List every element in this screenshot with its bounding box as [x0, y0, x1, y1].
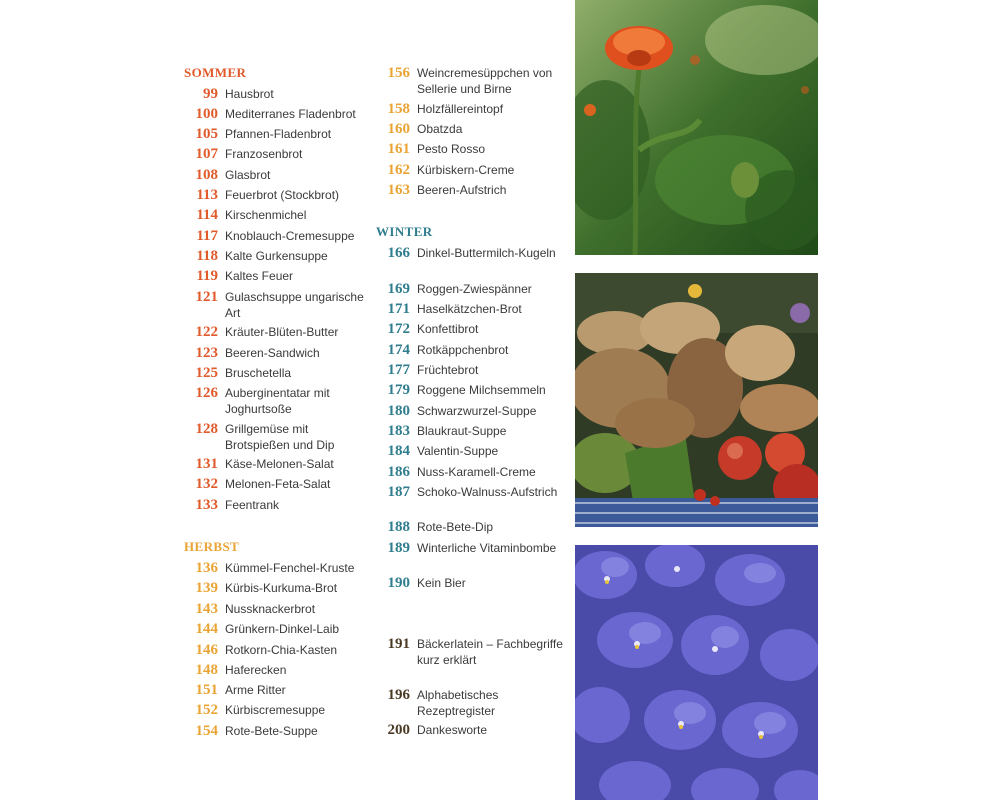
recipe-title: Franzosenbrot — [225, 147, 303, 161]
page-number: 154 — [195, 723, 218, 739]
recipe-title: Kürbis-Kurkuma-Brot — [225, 581, 338, 595]
recipe-title: Hausbrot — [225, 87, 274, 101]
recipe-title: Kürbiscremesuppe — [225, 703, 326, 717]
page-number: 172 — [387, 321, 410, 337]
page-number: 132 — [195, 476, 218, 492]
page-number: 158 — [387, 101, 410, 117]
page-number: 123 — [195, 345, 218, 361]
page-number: 183 — [387, 423, 410, 439]
page-number: 133 — [195, 497, 218, 513]
recipe-title: Käse-Melonen-Salat — [225, 457, 334, 471]
recipe-title: Kirschenmichel — [225, 208, 307, 222]
recipe-title: Kaltes Feuer — [225, 269, 294, 283]
page-number: 163 — [387, 182, 410, 198]
page-number: 146 — [195, 642, 218, 658]
recipe-title: Dankesworte — [417, 723, 488, 737]
section-heading-winter: WINTER — [376, 224, 433, 239]
page-number: 108 — [195, 167, 218, 183]
page-number: 114 — [196, 207, 218, 223]
recipe-title: Auberginentatar mit Joghurtsoße — [225, 386, 330, 416]
page-number: 187 — [387, 484, 410, 500]
page-number: 125 — [195, 365, 218, 381]
page-number: 117 — [196, 228, 218, 244]
page-number: 107 — [195, 146, 218, 162]
recipe-title: Rotkäppchenbrot — [417, 343, 509, 357]
recipe-title: Valentin-Suppe — [417, 444, 499, 458]
page-number: 186 — [387, 464, 410, 480]
recipe-title: Melonen-Feta-Salat — [225, 477, 331, 491]
recipe-title: Pesto Rosso — [417, 142, 486, 156]
recipe-title: Roggen-Zwiespänner — [417, 282, 532, 296]
page-number: 166 — [387, 245, 410, 261]
recipe-title: Roggene Milchsemmeln — [417, 383, 546, 397]
recipe-title: Kürbiskern-Creme — [417, 163, 515, 177]
recipe-title: Arme Ritter — [225, 683, 286, 697]
recipe-title: Mediterranes Fladenbrot — [225, 107, 356, 121]
recipe-title: Haselkätzchen-Brot — [417, 302, 522, 316]
recipe-title: Glasbrot — [225, 168, 271, 182]
page-number: 121 — [195, 289, 218, 305]
recipe-title: Beeren-Aufstrich — [417, 183, 507, 197]
bread-and-apples-photo — [575, 273, 818, 527]
recipe-title: Schwarzwurzel-Suppe — [417, 404, 537, 418]
recipe-title: Kein Bier — [417, 576, 466, 590]
recipe-title: Grünkern-Dinkel-Laib — [225, 622, 340, 636]
page-number: 179 — [387, 382, 410, 398]
recipe-title: Rotkorn-Chia-Kasten — [225, 643, 338, 657]
recipe-title: Holzfällereintopf — [417, 102, 504, 116]
page-number: 105 — [195, 126, 218, 142]
violet-flowers-photo — [575, 545, 818, 800]
page-number: 119 — [196, 268, 218, 284]
page-number: 169 — [387, 281, 410, 297]
page-number: 118 — [196, 248, 218, 264]
recipe-title: Bruschetella — [225, 366, 292, 380]
recipe-title: Winterliche Vitaminbombe — [417, 541, 557, 555]
page-number: 128 — [195, 421, 218, 437]
recipe-title: Feuerbrot (Stockbrot) — [225, 188, 340, 202]
recipe-title: Schoko-Walnuss-Aufstrich — [417, 485, 558, 499]
page-number: 189 — [387, 540, 410, 556]
page-number: 144 — [195, 621, 218, 637]
recipe-title: Dinkel-Buttermilch-Kugeln — [417, 246, 556, 260]
page-number: 177 — [387, 362, 410, 378]
recipe-title: Gulaschsuppe ungarische Art — [225, 290, 364, 320]
page-number: 100 — [195, 106, 218, 122]
page-number: 161 — [387, 141, 410, 157]
page-number: 190 — [387, 575, 410, 591]
page-number: 126 — [195, 385, 218, 401]
page-number: 191 — [387, 636, 410, 652]
page-number: 188 — [387, 519, 410, 535]
page-number: 148 — [195, 662, 218, 678]
recipe-title: Feentrank — [225, 498, 280, 512]
page-number: 160 — [387, 121, 410, 137]
page-number: 139 — [195, 580, 218, 596]
recipe-title: Bäckerlatein – Fachbegriffe kurz erklärt — [417, 637, 563, 667]
recipe-title: Früchtebrot — [417, 363, 479, 377]
page-number: 171 — [387, 301, 410, 317]
page-number: 156 — [387, 65, 410, 81]
recipe-title: Pfannen-Fladenbrot — [225, 127, 332, 141]
recipe-title: Blaukraut-Suppe — [417, 424, 507, 438]
recipe-title: Rote-Bete-Dip — [417, 520, 494, 534]
recipe-title: Weincremesüppchen von Sellerie und Birne — [417, 66, 553, 96]
page-number: 131 — [195, 456, 218, 472]
recipe-title: Alphabetisches Rezeptregister — [417, 688, 499, 718]
recipe-title: Konfettibrot — [417, 322, 479, 336]
recipe-title: Knoblauch-Cremesuppe — [225, 229, 355, 243]
page-number: 113 — [196, 187, 218, 203]
recipe-title: Nuss-Karamell-Creme — [417, 465, 536, 479]
page-number: 174 — [387, 342, 410, 358]
page-number: 136 — [195, 560, 218, 576]
page-number: 99 — [203, 86, 218, 102]
page-number: 184 — [387, 443, 410, 459]
recipe-title: Kalte Gurkensuppe — [225, 249, 328, 263]
orange-flower-photo — [575, 0, 818, 255]
page-number: 152 — [195, 702, 218, 718]
recipe-title: Beeren-Sandwich — [225, 346, 320, 360]
recipe-title: Kräuter-Blüten-Butter — [225, 325, 339, 339]
recipe-title: Nussknackerbrot — [225, 602, 316, 616]
recipe-title: Kümmel-Fenchel-Kruste — [225, 561, 355, 575]
page-number: 151 — [195, 682, 218, 698]
recipe-title: Grillgemüse mit Brotspießen und Dip — [225, 422, 335, 452]
page-number: 196 — [387, 687, 410, 703]
recipe-title: Rote-Bete-Suppe — [225, 724, 318, 738]
page-number: 122 — [195, 324, 218, 340]
page-number: 180 — [387, 403, 410, 419]
section-heading-herbst: HERBST — [184, 539, 240, 554]
page-number: 143 — [195, 601, 218, 617]
section-heading-sommer: SOMMER — [184, 65, 247, 80]
recipe-title: Haferecken — [225, 663, 287, 677]
recipe-title: Obatzda — [417, 122, 463, 136]
page-number: 162 — [387, 162, 410, 178]
page-number: 200 — [387, 722, 410, 738]
